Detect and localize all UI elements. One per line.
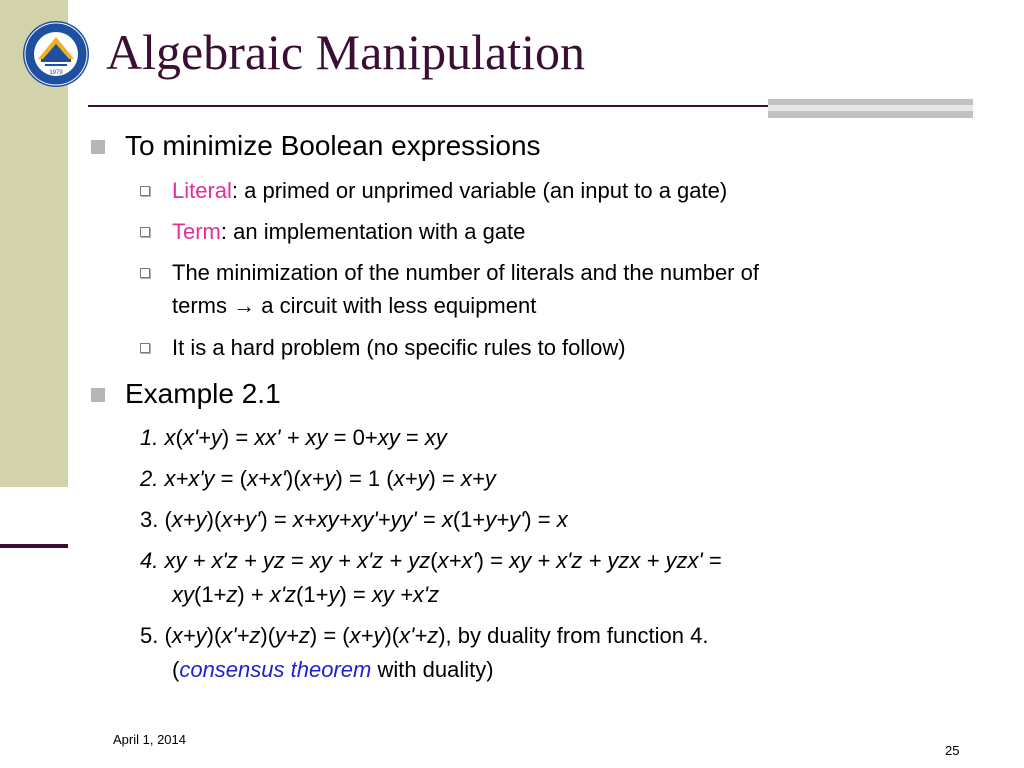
bullet-square-icon: [91, 140, 105, 154]
sub-bullet-icon: [140, 227, 150, 237]
bullet-square-icon: [91, 388, 105, 402]
consensus-theorem-term: consensus theorem: [179, 657, 372, 682]
bullet-minimize: To minimize Boolean expressions: [125, 130, 541, 161]
example-5-line1: 5. (x+y)(x'+z)(y+z) = (x+y)(x'+z), by duality from function 4.: [140, 623, 709, 648]
svg-text:1979: 1979: [49, 70, 63, 76]
term-term: Term: [172, 219, 221, 244]
example-1: 1. x(x'+y) = xx' + xy = 0+xy = xy: [140, 425, 447, 450]
slide-title: Algebraic Manipulation: [106, 24, 586, 80]
example-5-line2: (consensus theorem with duality): [172, 657, 494, 682]
bullet-example: Example 2.1: [125, 378, 281, 409]
sub-bullet-literal: Literal: a primed or unprimed variable (an input to a gate): [172, 178, 728, 203]
sub-bullet-minimization-line2: terms → a circuit with less equipment: [172, 293, 537, 318]
sub-bullet-minimization-line1: The minimization of the number of literals and the number of: [172, 260, 759, 285]
sub-bullet-icon: [140, 343, 150, 353]
term-literal: Literal: [172, 178, 232, 203]
sub-bullet-icon: [140, 268, 150, 278]
sub-bullet-hard-problem: It is a hard problem (no specific rules to follow): [172, 335, 626, 360]
example-4-line2: xy(1+z) + x'z(1+y) = xy +x'z: [172, 582, 440, 607]
footer-date: April 1, 2014: [113, 732, 186, 747]
example-2: 2. x+x'y = (x+x')(x+y) = 1 (x+y) = x+y: [140, 466, 496, 491]
footer-page-number: 25: [945, 743, 960, 758]
sub-bullet-icon: [140, 186, 150, 196]
example-4-line1: 4. xy + x'z + yz = xy + x'z + yz(x+x') = xy + x'z + yzx + yzx' =: [140, 548, 722, 573]
example-3: 3. (x+y)(x+y') = x+xy+xy'+yy' = x(1+y+y') = x: [140, 507, 568, 532]
sub-bullet-term: Term: an implementation with a gate: [172, 219, 526, 244]
